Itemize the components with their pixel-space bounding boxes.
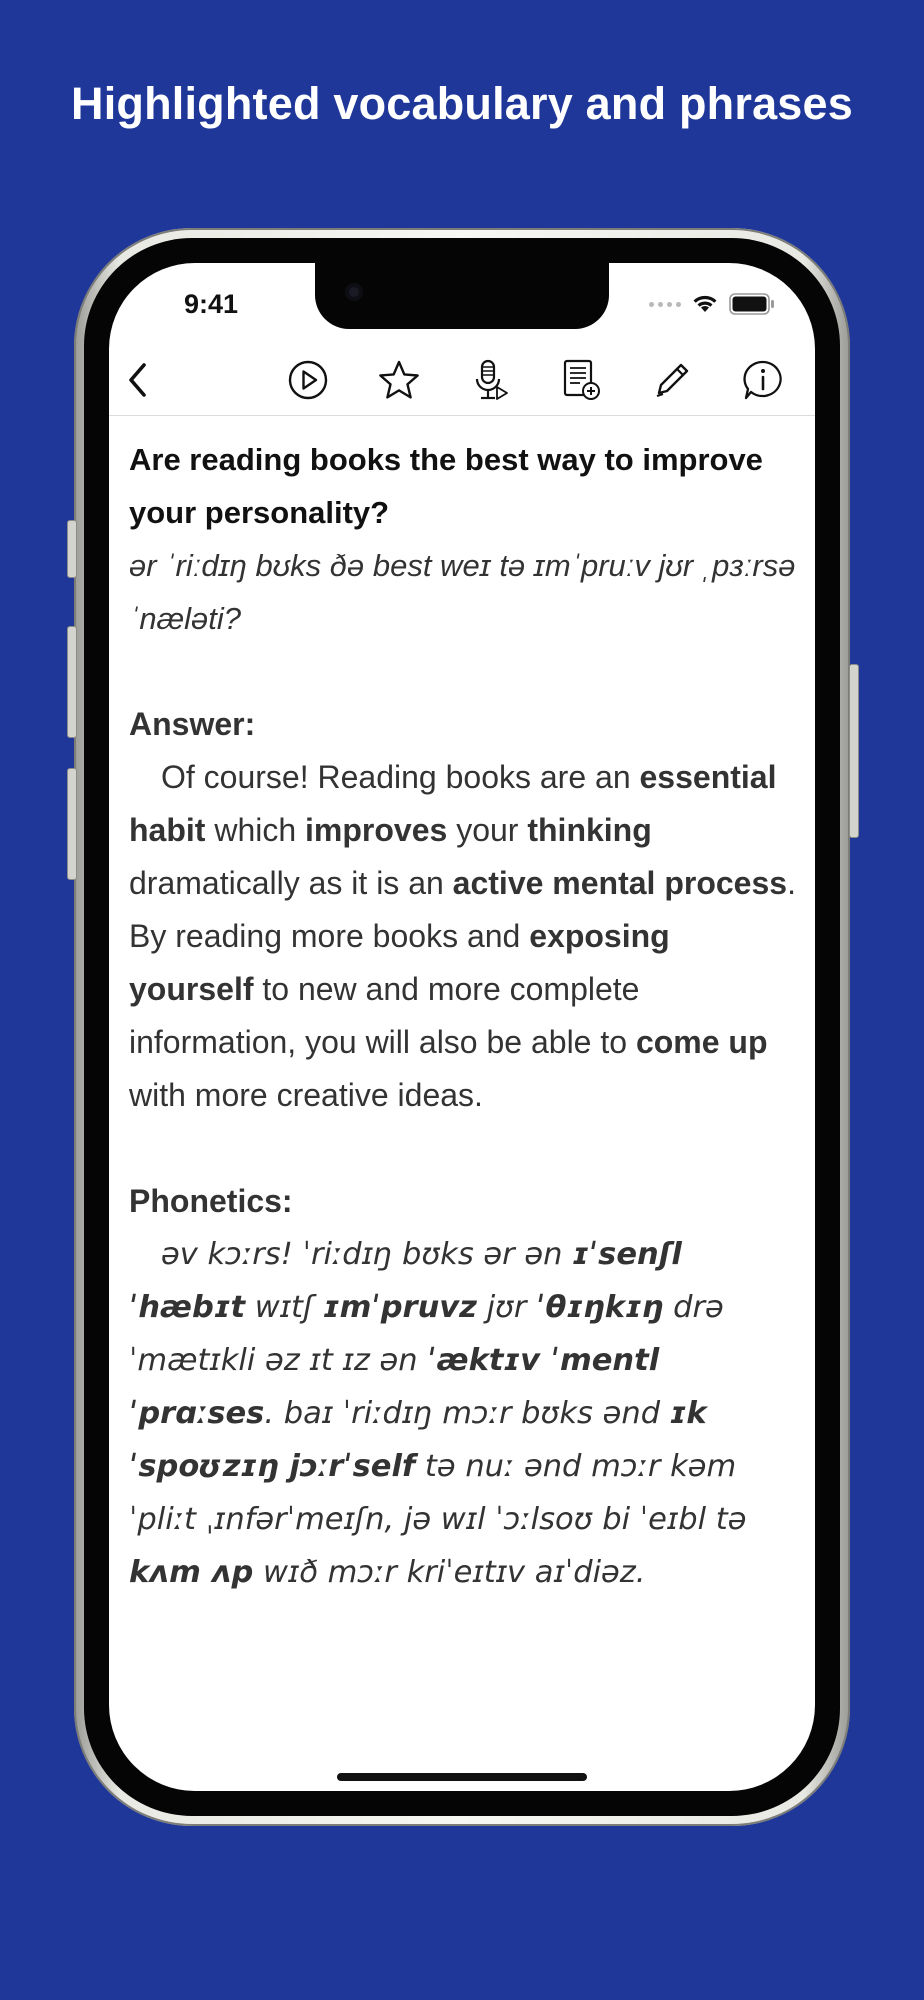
microphone-icon (469, 358, 511, 402)
play-button[interactable] (285, 357, 331, 403)
question-phonetic: ər ˈriːdɪŋ bʊks ðə best weɪ tə ɪmˈpruːv jʊr ˌpɜːrsəˈnæləti? (129, 548, 796, 636)
answer-paragraph (129, 751, 797, 1122)
highlighted-phonetic: ɪˈsenʃl ˈhæbɪt (129, 1237, 682, 1325)
pencil-icon (651, 359, 693, 401)
info-icon (741, 358, 785, 402)
answer-segment: . By reading more books and (129, 865, 796, 954)
phonetic-segment: tə nuː ənd mɔːr kəmˈpliːt ˌɪnfərˈmeɪʃn, jə wɪl ˈɔːlsoʊ bi ˈeɪbl tə (129, 1449, 747, 1537)
status-time: 9:41 (184, 289, 239, 319)
add-to-list-button[interactable] (558, 357, 604, 403)
front-camera (345, 283, 363, 301)
status-icons (649, 293, 775, 315)
highlighted-phonetic: ˈæktɪv ˈmentl ˈprɑːses (129, 1343, 660, 1431)
back-button[interactable] (115, 357, 161, 403)
phone-volume-up-button (67, 626, 77, 738)
phone-silent-switch (67, 520, 77, 578)
highlighted-phonetic: ɪkˈspoʊzɪŋ jɔːrˈself (129, 1396, 707, 1484)
phonetics-title: Phonetics: (129, 1183, 293, 1219)
highlighted-phrase[interactable]: exposing yourself (129, 918, 670, 1007)
record-button[interactable] (467, 357, 513, 403)
phone-volume-down-button (67, 768, 77, 880)
chevron-left-icon (124, 360, 152, 400)
phonetics-paragraph (129, 1228, 797, 1599)
add-to-list-icon (560, 358, 602, 402)
answer-segment: Of course! Reading books are an (161, 759, 640, 795)
answer-segment: to new and more complete information, you will also be able to (129, 971, 640, 1060)
cellular-signal-icon (649, 302, 681, 307)
play-icon (287, 359, 329, 401)
wifi-icon (691, 294, 719, 314)
phone-power-button (849, 664, 859, 838)
answer-segment: your (447, 812, 528, 848)
info-button[interactable] (740, 357, 786, 403)
home-indicator[interactable] (337, 1773, 587, 1781)
highlighted-phrase[interactable]: come up (635, 1024, 768, 1060)
highlighted-phrase[interactable]: thinking (527, 812, 652, 848)
highlighted-phrase[interactable]: active mental process (452, 865, 788, 901)
phone-screen (109, 263, 815, 1791)
answer-segment: with more creative ideas. (129, 1077, 483, 1113)
question-text: Are reading books the best way to improve your personality? (129, 442, 763, 530)
phonetic-segment: drəˈmætɪkli əz ɪt ɪz ən (129, 1290, 724, 1378)
phonetic-segment: jʊr (476, 1290, 537, 1325)
phonetic-segment: wɪð mɔːr kriˈeɪtɪv aɪˈdiəz. (253, 1555, 646, 1590)
star-icon (377, 359, 421, 401)
promo-headline: Highlighted vocabulary and phrases (71, 78, 853, 129)
favorite-button[interactable] (376, 357, 422, 403)
phonetic-segment: . baɪ ˈriːdɪŋ mɔːr bʊks ənd (264, 1396, 670, 1431)
answer-segment: which (205, 812, 306, 848)
highlighted-phonetic: kʌm ʌp (129, 1555, 254, 1590)
highlighted-phrase[interactable]: improves (305, 812, 448, 848)
highlighted-phonetic: ˈθɪŋkɪŋ (536, 1290, 664, 1325)
reader-toolbar (109, 345, 815, 416)
answer-segment: dramatically as it is an (129, 865, 453, 901)
highlighted-phonetic: ɪmˈpruvz (322, 1290, 477, 1325)
lesson-content (129, 433, 797, 1599)
highlighted-phrase[interactable]: essential habit (129, 759, 777, 848)
battery-icon (729, 293, 775, 315)
edit-button[interactable] (649, 357, 695, 403)
answer-title: Answer: (129, 706, 256, 742)
phonetic-segment: əv kɔːrs! ˈriːdɪŋ bʊks ər ən (161, 1237, 573, 1272)
phonetic-segment: wɪtʃ (245, 1290, 323, 1325)
